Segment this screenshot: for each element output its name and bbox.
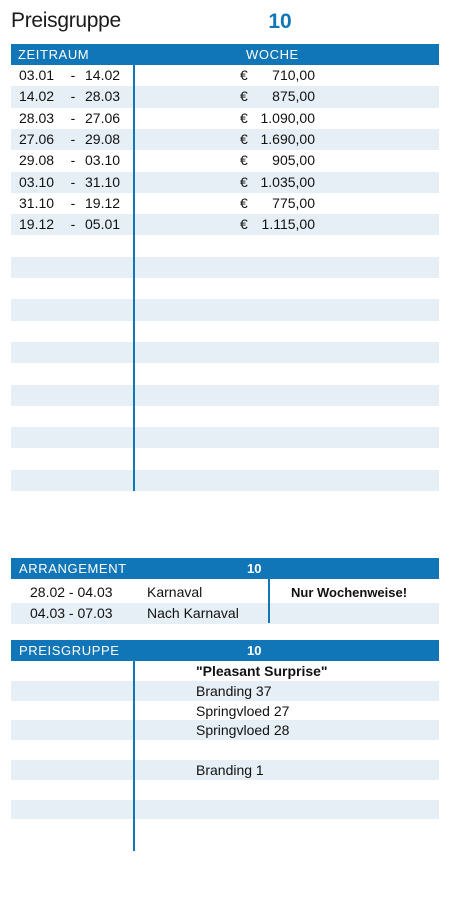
table-row bbox=[11, 172, 439, 193]
list-item-empty bbox=[11, 800, 439, 820]
arrangement-row bbox=[11, 603, 439, 624]
period-start: 19.12 bbox=[19, 216, 55, 233]
list-item bbox=[11, 681, 439, 701]
period-end: 27.06 bbox=[85, 109, 121, 126]
weekly-price: 905,00 bbox=[272, 152, 315, 169]
table-row-empty bbox=[11, 385, 439, 406]
list-item bbox=[11, 720, 439, 740]
preisgruppe-header bbox=[11, 640, 439, 661]
table-row-empty bbox=[11, 448, 439, 469]
accommodation-name: "Pleasant Surprise" bbox=[196, 663, 328, 679]
table-row-empty bbox=[11, 278, 439, 299]
table-row bbox=[11, 129, 439, 150]
period-dash: - bbox=[70, 194, 76, 211]
period-start: 27.06 bbox=[19, 130, 55, 147]
period-dash: - bbox=[70, 152, 76, 169]
accommodation-name: Branding 1 bbox=[196, 762, 264, 778]
period-dash: - bbox=[70, 216, 76, 233]
period-end: 19.12 bbox=[85, 194, 121, 211]
list-item bbox=[11, 701, 439, 721]
table-row bbox=[11, 150, 439, 171]
period-dash: - bbox=[70, 109, 76, 126]
list-item bbox=[11, 760, 439, 780]
table-row-empty bbox=[11, 321, 439, 342]
column-header-woche: WOCHE bbox=[246, 47, 299, 62]
accommodation-name: Branding 37 bbox=[196, 682, 272, 699]
period-start: 31.10 bbox=[19, 194, 55, 211]
currency-symbol: € bbox=[240, 194, 248, 211]
arrangement-dates: 04.03 - 07.03 bbox=[30, 605, 113, 621]
preisgruppe-label: PREISGRUPPE bbox=[19, 643, 120, 658]
table-row-empty bbox=[11, 427, 439, 448]
period-dash: - bbox=[70, 88, 76, 105]
weekly-price: 1.035,00 bbox=[260, 173, 315, 190]
currency-symbol: € bbox=[240, 216, 248, 233]
table-row-empty bbox=[11, 235, 439, 256]
weekly-price: 775,00 bbox=[272, 194, 315, 211]
currency-symbol: € bbox=[240, 67, 248, 83]
table-row bbox=[11, 108, 439, 129]
currency-symbol: € bbox=[240, 88, 248, 105]
period-dash: - bbox=[70, 130, 76, 147]
table-row bbox=[11, 214, 439, 235]
arrangement-label: ARRANGEMENT bbox=[19, 561, 127, 576]
arrangement-name: Karnaval bbox=[147, 584, 203, 600]
period-start: 29.08 bbox=[19, 152, 55, 169]
price-table-header bbox=[11, 44, 439, 65]
period-dash: - bbox=[70, 173, 76, 190]
currency-symbol: € bbox=[240, 173, 248, 190]
preisgruppe-number: 10 bbox=[247, 643, 262, 658]
column-header-zeitraum: ZEITRAUM bbox=[18, 47, 90, 62]
period-end: 31.10 bbox=[85, 173, 121, 190]
table-row-empty bbox=[11, 363, 439, 384]
weekly-price: 1.690,00 bbox=[260, 130, 315, 147]
period-end: 14.02 bbox=[85, 67, 121, 83]
period-start: 03.10 bbox=[19, 173, 55, 190]
period-start: 03.01 bbox=[19, 67, 55, 83]
period-start: 28.03 bbox=[19, 109, 55, 126]
weekly-price: 1.090,00 bbox=[260, 109, 315, 126]
arrangement-number: 10 bbox=[247, 561, 262, 576]
accommodation-name: Springvloed 27 bbox=[196, 702, 290, 719]
list-item bbox=[11, 740, 439, 760]
price-table-body bbox=[11, 65, 439, 491]
period-dash: - bbox=[70, 67, 76, 83]
accommodation-name: Springvloed 28 bbox=[196, 722, 290, 739]
table-row-empty bbox=[11, 470, 439, 491]
list-item bbox=[11, 661, 439, 681]
table-row bbox=[11, 86, 439, 107]
preisgruppe-divider bbox=[133, 661, 135, 851]
price-group-number: 10 bbox=[268, 10, 292, 33]
weekly-price: 1.115,00 bbox=[261, 216, 315, 233]
table-row-empty bbox=[11, 406, 439, 427]
arrangement-note: Nur Wochenweise! bbox=[291, 585, 408, 600]
currency-symbol: € bbox=[240, 152, 248, 169]
period-start: 14.02 bbox=[19, 88, 55, 105]
page-title: Preisgruppe bbox=[11, 9, 121, 32]
currency-symbol: € bbox=[240, 130, 248, 147]
table-row bbox=[11, 65, 439, 86]
arrangement-name: Nach Karnaval bbox=[147, 605, 239, 621]
list-item-empty bbox=[11, 780, 439, 800]
period-end: 03.10 bbox=[85, 152, 121, 169]
arrangement-header bbox=[11, 558, 439, 579]
weekly-price: 875,00 bbox=[272, 88, 315, 105]
arrangement-divider bbox=[268, 579, 270, 623]
column-divider bbox=[133, 65, 135, 491]
table-row bbox=[11, 193, 439, 214]
weekly-price: 710,00 bbox=[272, 67, 315, 83]
period-end: 29.08 bbox=[85, 130, 121, 147]
arrangement-dates: 28.02 - 04.03 bbox=[30, 584, 113, 600]
table-row-empty bbox=[11, 342, 439, 363]
table-row-empty bbox=[11, 299, 439, 320]
table-row-empty bbox=[11, 257, 439, 278]
period-end: 05.01 bbox=[85, 216, 121, 233]
currency-symbol: € bbox=[240, 109, 248, 126]
period-end: 28.03 bbox=[85, 88, 121, 105]
